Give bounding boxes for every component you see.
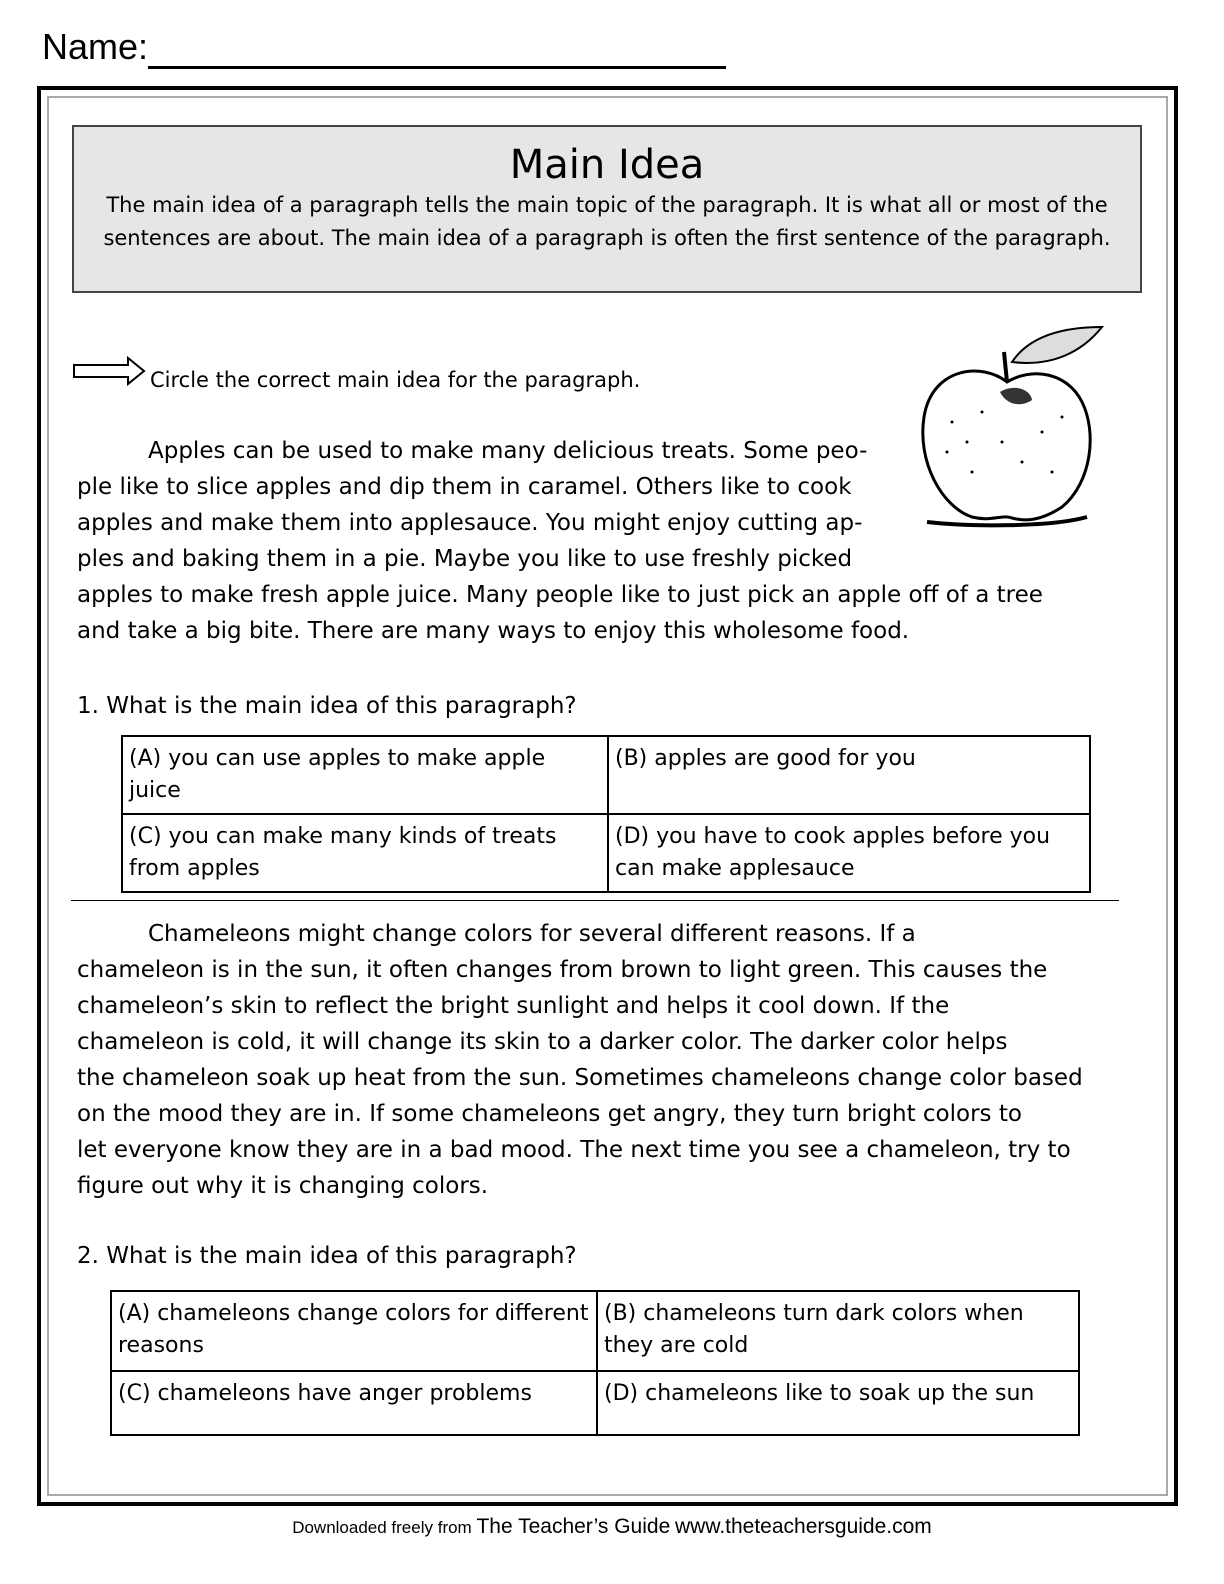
answer-option-d[interactable]: (D) chameleons like to soak up the sun (597, 1371, 1079, 1435)
answer-option-b[interactable]: (B) chameleons turn dark colors when they are cold (597, 1291, 1079, 1371)
answer-option-d[interactable]: (D) you have to cook apples before you can make applesauce (608, 814, 1090, 892)
footer-brand: The Teacher’s Guide (476, 1515, 671, 1538)
arrow-right-icon (72, 356, 146, 386)
intro-text: The main idea of a paragraph tells the main topic of the paragraph. It is what all or most of the sentences are about. The main idea of a paragraph is often the first sentence of the paragraph. (103, 193, 1111, 250)
passage-line: the chameleon soak up heat from the sun. Sometimes chameleons change color based (77, 1065, 1083, 1091)
name-blank-line[interactable] (148, 66, 726, 69)
name-label: Name: (42, 26, 149, 67)
answer-option-a[interactable]: (A) chameleons change colors for different reasons (111, 1291, 597, 1371)
passage-line: apples to make fresh apple juice. Many people like to just pick an apple off of a tree (77, 582, 1043, 608)
footer-url[interactable]: www.theteachersguide.com (674, 1515, 932, 1538)
passage-line: on the mood they are in. If some chameleons get angry, they turn bright colors to (77, 1101, 1022, 1127)
footer-prefix: Downloaded freely from (292, 1518, 472, 1537)
passage-line: and take a big bite. There are many ways to enjoy this wholesome food. (77, 618, 910, 644)
answer-table-2 (110, 1290, 1080, 1436)
header-box (72, 125, 1142, 293)
passage-line: ple like to slice apples and dip them in caramel. Others like to cook (77, 474, 852, 500)
passage-line: ples and baking them in a pie. Maybe you like to use freshly picked (77, 546, 853, 572)
passage-line: Apples can be used to make many delicious treats. Some peo- (148, 438, 868, 464)
section-divider (71, 900, 1119, 901)
passage-line: apples and make them into applesauce. You might enjoy cutting ap- (77, 510, 863, 536)
instruction: Circle the correct main idea for the paragraph. (150, 368, 641, 392)
passage-line: let everyone know they are in a bad mood. The next time you see a chameleon, try to (77, 1137, 1071, 1163)
passage-line: Chameleons might change colors for several different reasons. If a (148, 921, 916, 947)
footer (0, 1515, 1224, 1539)
apple-icon (912, 322, 1112, 532)
passage-line: chameleon is cold, it will change its skin to a darker color. The darker color helps (77, 1029, 1008, 1055)
question-2: 2. What is the main idea of this paragraph? (77, 1243, 577, 1269)
passage-line: chameleon is in the sun, it often changes from brown to light green. This causes the (77, 957, 1048, 983)
answer-table-1 (121, 735, 1091, 893)
page-title: Main Idea (509, 142, 705, 188)
answer-option-c[interactable]: (C) chameleons have anger problems (111, 1371, 597, 1435)
passage-line: chameleon’s skin to reflect the bright sunlight and helps it cool down. If the (77, 993, 950, 1019)
answer-option-a[interactable]: (A) you can use apples to make apple juice (122, 736, 608, 814)
answer-option-c[interactable]: (C) you can make many kinds of treats from apples (122, 814, 608, 892)
passage-line: figure out why it is changing colors. (77, 1173, 489, 1199)
answer-option-b[interactable]: (B) apples are good for you (608, 736, 1090, 814)
question-1: 1. What is the main idea of this paragraph? (77, 693, 577, 719)
